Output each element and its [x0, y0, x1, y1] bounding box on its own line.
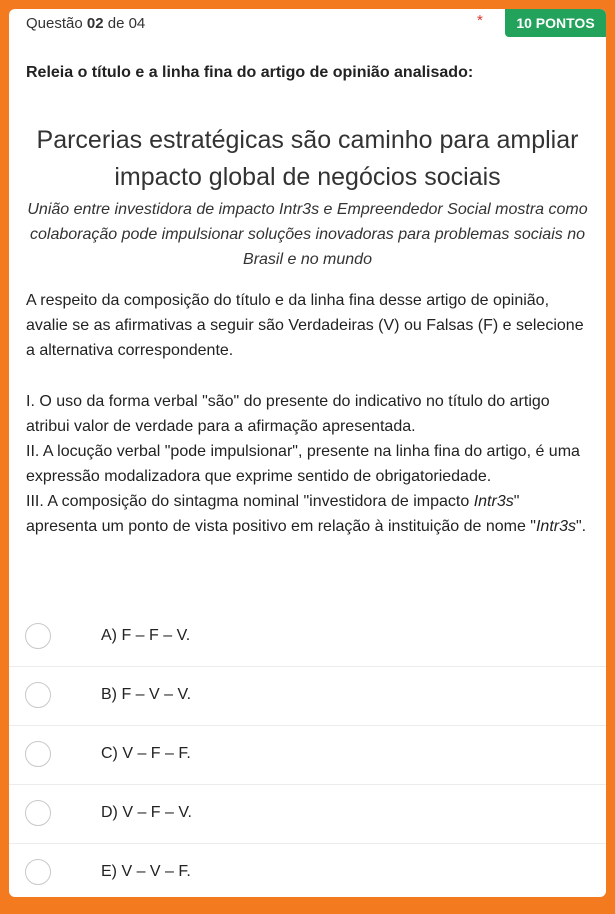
question-instruction: Releia o título e a linha fina do artigo de opinião analisado: [26, 64, 474, 81]
question-number: 02 [86, 15, 104, 32]
answer-options [9, 608, 606, 897]
statement-3-part-d: Intr3s [535, 518, 576, 535]
option-label: A) F – F – V. [101, 627, 191, 644]
option-b[interactable] [9, 667, 606, 726]
statement-3 [26, 489, 592, 539]
radio-button[interactable] [25, 800, 51, 826]
question-counter [26, 15, 145, 32]
option-d[interactable] [9, 785, 606, 844]
statement-3-part-c: " apresenta um ponto de vista positivo em relação à instituição de nome " [26, 493, 536, 535]
statement-3-part-a: III. A composição do sintagma nominal "investidora de impacto [26, 493, 474, 510]
question-prompt: A respeito da composição do título e da linha fina desse artigo de opinião, avalie se as afirmativas a seguir são Verdadeiras (V) ou Falsas (F) e selecione a alternativa correspondente. [26, 292, 584, 359]
option-c[interactable] [9, 726, 606, 785]
article-title: Parcerias estratégicas são caminho para ampliar impacto global de negócios sociais [36, 126, 579, 191]
option-label: C) V – F – F. [101, 745, 191, 762]
statement-3-part-e: ". [575, 518, 587, 535]
article-subtitle: União entre investidora de impacto Intr3s e Empreendedor Social mostra como colaboração pode impulsionar soluções inovadoras para problemas sociais no Brasil e no mundo [27, 201, 588, 268]
statement-3-part-b: Intr3s [473, 493, 514, 510]
option-label: D) V – F – V. [101, 804, 192, 821]
radio-button[interactable] [25, 682, 51, 708]
question-prefix: Questão [26, 15, 87, 32]
statement-2: II. A locução verbal "pode impulsionar", presente na linha fina do artigo, é uma expressão modalizadora que exprime sentido de obrigatoriedade. [26, 443, 580, 485]
required-marker: * [477, 12, 483, 29]
question-header [9, 9, 606, 37]
radio-button[interactable] [25, 741, 51, 767]
question-card [9, 9, 606, 897]
points-badge: 10 PONTOS [505, 9, 606, 37]
radio-button[interactable] [25, 859, 51, 885]
statements [26, 389, 592, 539]
statement-1: I. O uso da forma verbal "são" do presente do indicativo no título do artigo atribui valor de verdade para a afirmação apresentada. [26, 393, 550, 435]
option-label: E) V – V – F. [101, 863, 191, 880]
radio-button[interactable] [25, 623, 51, 649]
option-e[interactable] [9, 844, 606, 897]
option-a[interactable] [9, 608, 606, 667]
option-label: B) F – V – V. [101, 686, 192, 703]
question-total: de 04 [103, 15, 146, 32]
